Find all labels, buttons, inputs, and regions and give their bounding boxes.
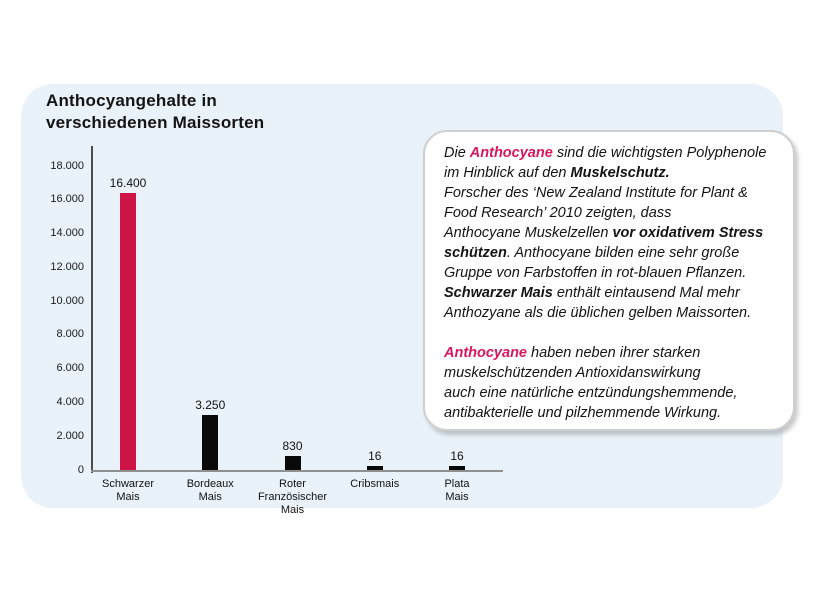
bold-text: vor oxidativem Stress xyxy=(612,225,764,241)
x-axis-category-label xyxy=(81,478,175,504)
info-text-line xyxy=(444,383,779,403)
y-axis-tick-label: 10.000 xyxy=(50,294,84,307)
x-axis-category-label-line: Französischer xyxy=(257,491,328,503)
x-axis-category-label xyxy=(410,478,504,504)
info-text xyxy=(444,143,779,423)
bold-text: Schwarzer Mais xyxy=(444,285,553,301)
body-text: Anthozyane als die üblichen gelben Maissorten. xyxy=(444,305,752,321)
bar xyxy=(449,466,465,470)
body-text: Food Research’ 2010 zeigten, dass xyxy=(444,205,672,221)
bar-value-label: 3.250 xyxy=(195,398,226,412)
accent-keyword: Anthocyane xyxy=(469,145,553,161)
info-text-line xyxy=(444,203,779,223)
x-axis-category-label-line: Mais xyxy=(445,491,469,503)
x-axis-category-label-line: Cribsmais xyxy=(350,478,400,490)
y-axis-tick-label: 2.000 xyxy=(56,429,84,442)
x-axis-line xyxy=(91,470,503,472)
bold-text: schützen xyxy=(444,245,507,261)
info-text-line xyxy=(444,243,779,263)
bold-text: Muskelschutz. xyxy=(570,165,670,181)
info-text-line xyxy=(444,183,779,203)
body-text: muskelschützenden Antioxidanswirkung xyxy=(444,365,701,381)
y-axis-tick-label: 6.000 xyxy=(56,362,84,375)
body-text: Die xyxy=(444,145,470,161)
info-text-line xyxy=(444,163,779,183)
body-text: Gruppe von Farbstoffen in rot-blauen Pflanzen. xyxy=(444,265,747,281)
chart-title-line2: verschiedenen Maissorten xyxy=(46,113,265,132)
x-axis-category-label xyxy=(163,478,257,504)
body-text: antibakterielle und pilzhemmende Wirkung. xyxy=(444,405,722,421)
body-text: enthält eintausend Mal mehr xyxy=(552,285,740,301)
body-text: im Hinblick auf den xyxy=(444,165,571,181)
info-text-line xyxy=(444,403,779,423)
x-axis-category-label-line: Bordeaux xyxy=(186,478,234,490)
y-axis-tick-label: 4.000 xyxy=(56,395,84,408)
body-text: Anthocyane Muskelzellen xyxy=(444,225,613,241)
x-axis-category-label-line: Schwarzer xyxy=(102,478,154,490)
y-axis-tick-label: 0 xyxy=(77,463,84,476)
bar-value-label: 16 xyxy=(368,449,382,463)
info-text-line xyxy=(444,223,779,243)
info-paragraph xyxy=(444,143,779,323)
body-text: sind die wichtigsten Polyphenole xyxy=(552,145,767,161)
info-text-line xyxy=(444,143,779,163)
y-axis-tick-label: 14.000 xyxy=(50,227,84,240)
bar xyxy=(202,415,218,470)
x-axis-category-label-line: Mais xyxy=(116,491,140,503)
chart-title-line1: Anthocyangehalte in xyxy=(46,91,217,110)
accent-keyword: Anthocyane xyxy=(444,345,527,361)
x-axis-category-label xyxy=(328,478,422,491)
body-text: auch eine natürliche entzündungshemmende, xyxy=(444,385,738,401)
info-text-line xyxy=(444,303,779,323)
bar-value-label: 830 xyxy=(282,439,303,453)
body-text: Forscher des ‘New Zealand Institute for Plant & xyxy=(444,185,748,201)
x-axis-category-label-line: Mais xyxy=(198,491,222,503)
y-axis-tick-label: 8.000 xyxy=(56,328,84,341)
info-text-line xyxy=(444,343,779,363)
y-axis-tick-label: 12.000 xyxy=(50,260,84,273)
info-text-line xyxy=(444,363,779,383)
x-axis-category-label-line: Mais xyxy=(280,504,305,516)
x-axis-category-label-line: Plata xyxy=(444,478,470,490)
chart-title xyxy=(46,90,264,134)
y-axis-line xyxy=(91,146,93,473)
body-text: haben neben ihrer starken xyxy=(527,345,701,361)
info-box xyxy=(423,130,795,431)
x-axis-category-label xyxy=(246,478,340,517)
bar xyxy=(120,193,136,470)
x-axis-category-label-line: Roter xyxy=(279,478,306,490)
info-text-line xyxy=(444,263,779,283)
bar-value-label: 16 xyxy=(450,449,464,463)
y-axis-tick-label: 16.000 xyxy=(50,193,84,206)
bar xyxy=(285,456,301,470)
body-text: . Anthocyane bilden eine sehr große xyxy=(506,245,740,261)
info-paragraph xyxy=(444,343,779,423)
info-text-line xyxy=(444,283,779,303)
bar xyxy=(367,466,383,470)
bar-value-label: 16.400 xyxy=(109,176,147,190)
y-axis-tick-label: 18.000 xyxy=(50,159,84,172)
